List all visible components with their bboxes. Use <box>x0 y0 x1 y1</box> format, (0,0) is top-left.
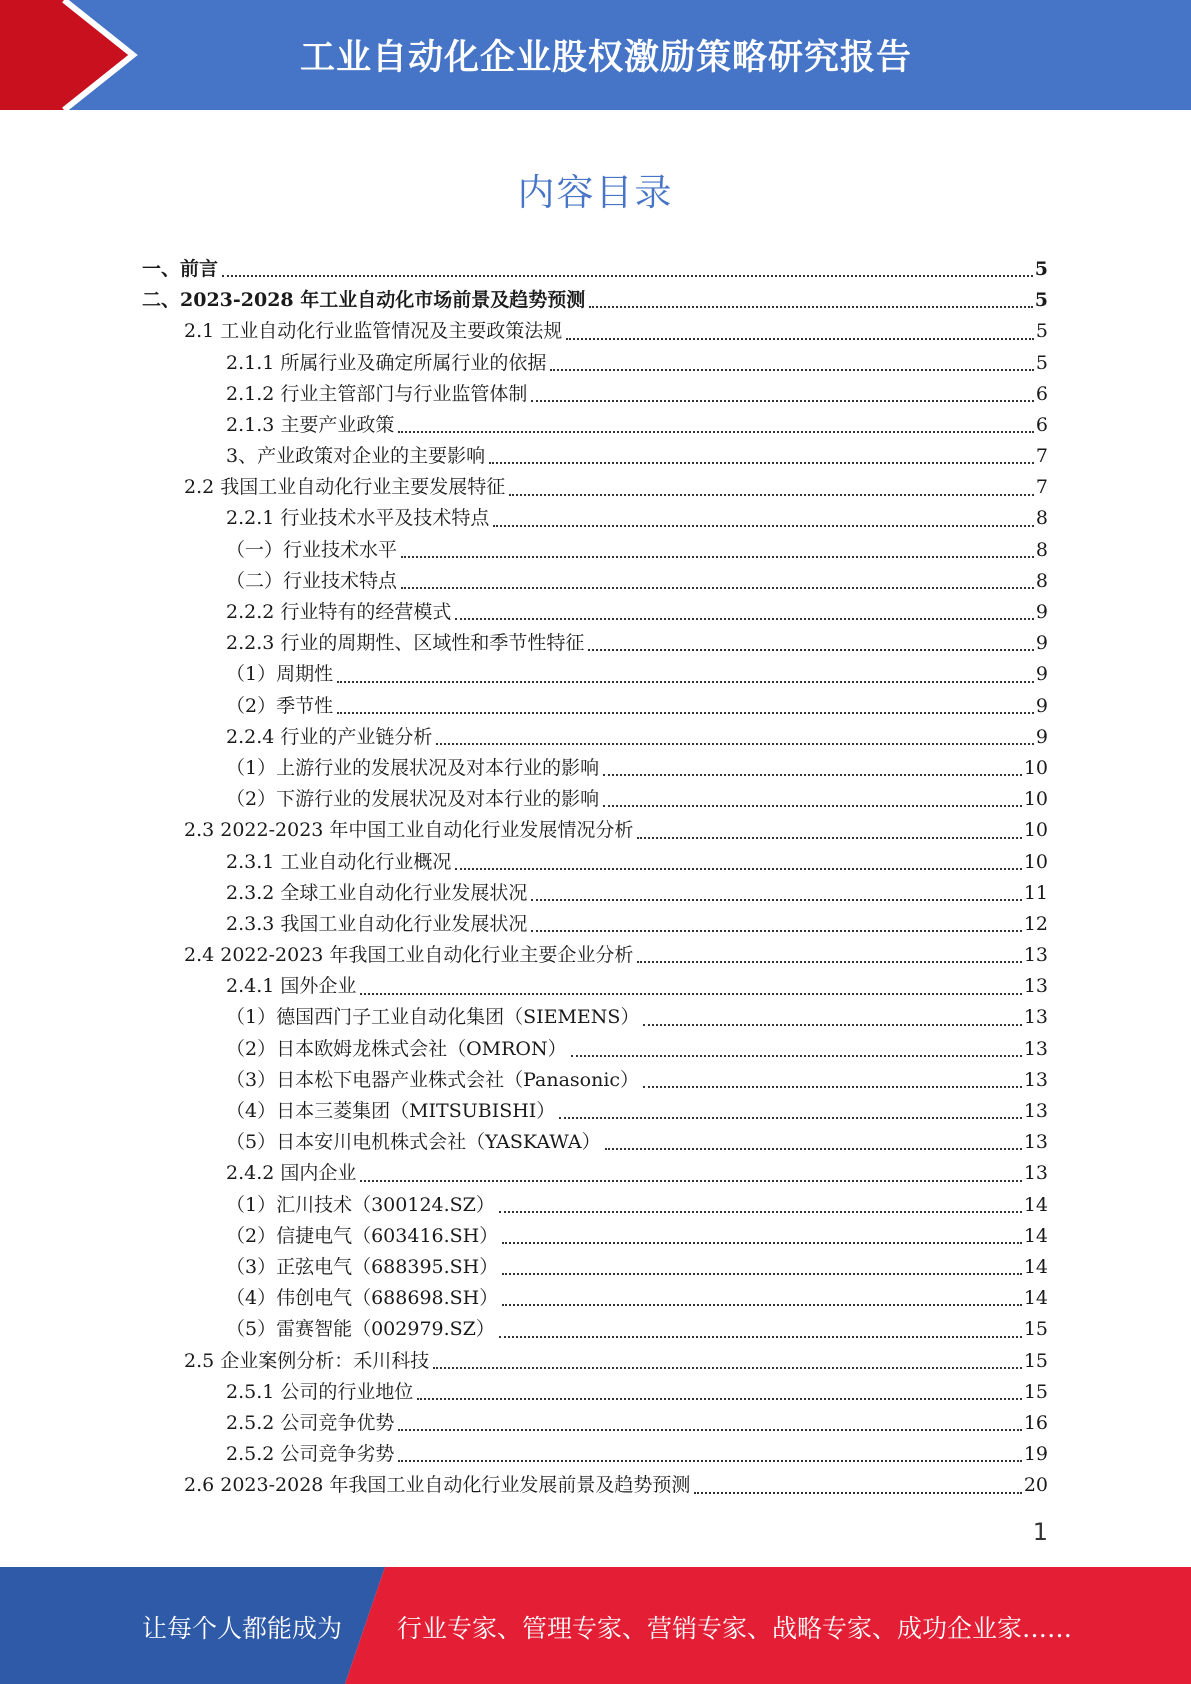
toc-entry-page-number: 9 <box>1035 632 1048 655</box>
toc-entry[interactable] <box>142 1346 1048 1377</box>
toc-entry[interactable] <box>142 1252 1048 1283</box>
toc-dot-leader <box>502 1242 1022 1244</box>
toc-entry-page-number: 5 <box>1034 289 1048 312</box>
toc-entry[interactable] <box>142 348 1048 379</box>
toc-entry-page-number: 13 <box>1023 1006 1048 1029</box>
toc-entry-page-number: 20 <box>1023 1474 1048 1497</box>
toc-dot-leader <box>337 681 1034 683</box>
footer-slogan-left: 让每个人都能成为 <box>142 1614 343 1643</box>
toc-entry-page-number: 9 <box>1035 601 1048 624</box>
toc-entry-title: （1）周期性 <box>226 663 334 686</box>
toc-dot-leader <box>637 961 1021 963</box>
toc-entry[interactable] <box>142 847 1048 878</box>
toc-dot-leader <box>398 431 1034 433</box>
toc-dot-leader <box>502 1273 1022 1275</box>
toc-entry-page-number: 12 <box>1023 912 1048 935</box>
toc-entry-title: 2.4.1 国外企业 <box>226 975 357 998</box>
toc-entry-title: 2.1.1 所属行业及确定所属行业的依据 <box>226 351 547 374</box>
toc-entry[interactable] <box>142 659 1048 690</box>
toc-entry[interactable] <box>142 1377 1048 1408</box>
toc-dot-leader <box>571 1055 1022 1057</box>
toc-entry[interactable] <box>142 1190 1048 1221</box>
toc-entry-title: （4）伟创电气（688698.SH） <box>226 1287 499 1310</box>
toc-entry-title: 2.2.4 行业的产业链分析 <box>226 725 433 748</box>
toc-dot-leader <box>605 1148 1022 1150</box>
toc-entry-title: 2.1.3 主要产业政策 <box>226 413 395 436</box>
toc-entry-page-number: 9 <box>1035 663 1048 686</box>
toc-entry[interactable] <box>142 940 1048 971</box>
toc-dot-leader <box>603 774 1022 776</box>
toc-entry-page-number: 7 <box>1035 445 1048 468</box>
toc-entry-title: 2.1.2 行业主管部门与行业监管体制 <box>226 382 528 405</box>
toc-dot-leader <box>509 494 1034 496</box>
toc-entry[interactable] <box>142 535 1048 566</box>
toc-entry[interactable] <box>142 815 1048 846</box>
toc-entry-title: 2.3.2 全球工业自动化行业发展状况 <box>226 881 528 904</box>
toc-dot-leader <box>499 1211 1022 1213</box>
toc-entry[interactable] <box>142 722 1048 753</box>
toc-entry[interactable] <box>142 1314 1048 1345</box>
toc-entry-page-number: 13 <box>1023 975 1048 998</box>
toc-entry-page-number: 14 <box>1023 1287 1048 1310</box>
toc-entry-page-number: 14 <box>1023 1255 1048 1278</box>
toc-entry-title: 2.2.2 行业特有的经营模式 <box>226 601 452 624</box>
toc-dot-leader <box>222 275 1033 277</box>
toc-entry[interactable] <box>142 909 1048 940</box>
page-header-banner <box>0 0 1191 110</box>
toc-dot-leader <box>436 743 1034 745</box>
toc-entry-page-number: 6 <box>1035 413 1048 436</box>
toc-entry-page-number: 13 <box>1023 1068 1048 1091</box>
toc-dot-leader <box>588 649 1034 651</box>
page-footer-banner <box>0 1567 1191 1684</box>
toc-entry-title: （二）行业技术特点 <box>226 569 398 592</box>
toc-entry-page-number: 8 <box>1035 538 1048 561</box>
toc-dot-leader <box>489 462 1034 464</box>
toc-entry-title: 2.2 我国工业自动化行业主要发展特征 <box>184 476 506 499</box>
toc-entry[interactable] <box>142 784 1048 815</box>
toc-entry[interactable] <box>142 691 1048 722</box>
toc-entry-title: （2）日本欧姆龙株式会社（OMRON） <box>226 1037 567 1060</box>
toc-entry[interactable] <box>142 1096 1048 1127</box>
toc-entry[interactable] <box>142 597 1048 628</box>
toc-dot-leader <box>337 712 1034 714</box>
toc-dot-leader <box>360 993 1021 995</box>
toc-entry-title: （1）上游行业的发展状况及对本行业的影响 <box>226 756 600 779</box>
toc-entry-title: 二、2023-2028 年工业自动化市场前景及趋势预测 <box>142 289 586 312</box>
toc-entry-title: 2.2.3 行业的周期性、区域性和季节性特征 <box>226 632 585 655</box>
toc-dot-leader <box>398 1460 1021 1462</box>
toc-dot-leader <box>637 837 1021 839</box>
toc-entry[interactable] <box>142 1065 1048 1096</box>
toc-entry-page-number: 5 <box>1035 320 1048 343</box>
toc-entry-page-number: 14 <box>1023 1193 1048 1216</box>
toc-dot-leader <box>360 1180 1021 1182</box>
toc-entry-title: 2.5 企业案例分析：禾川科技 <box>184 1349 430 1372</box>
toc-entry[interactable] <box>142 971 1048 1002</box>
toc-entry-title: 2.4.2 国内企业 <box>226 1162 357 1185</box>
toc-dot-leader <box>493 525 1034 527</box>
toc-dot-leader <box>589 306 1033 308</box>
toc-entry-page-number: 14 <box>1023 1224 1048 1247</box>
toc-entry[interactable] <box>142 566 1048 597</box>
toc-entry-page-number: 13 <box>1023 1162 1048 1185</box>
toc-entry-page-number: 16 <box>1023 1411 1048 1434</box>
toc-entry[interactable] <box>142 1283 1048 1314</box>
report-title: 工业自动化企业股权激励策略研究报告 <box>300 38 913 78</box>
toc-entry-page-number: 13 <box>1023 944 1048 967</box>
toc-entry[interactable] <box>142 504 1048 535</box>
toc-dot-leader <box>531 930 1021 932</box>
toc-entry[interactable] <box>142 753 1048 784</box>
toc-entry[interactable] <box>142 1439 1048 1470</box>
toc-entry[interactable] <box>142 628 1048 659</box>
toc-entry[interactable] <box>142 1003 1048 1034</box>
toc-entry[interactable] <box>142 1034 1048 1065</box>
toc-entry-title: （5）日本安川电机株式会社（YASKAWA） <box>226 1131 601 1154</box>
toc-entry-title: 2.3.1 工业自动化行业概况 <box>226 850 452 873</box>
toc-dot-leader <box>603 805 1022 807</box>
toc-entry-title: （2）信捷电气（603416.SH） <box>226 1224 499 1247</box>
toc-entry-title: 2.4 2022-2023 年我国工业自动化行业主要企业分析 <box>184 944 634 967</box>
toc-entry-page-number: 7 <box>1035 476 1048 499</box>
toc-entry-page-number: 9 <box>1035 694 1048 717</box>
toc-dot-leader <box>455 868 1021 870</box>
toc-entry-title: 3、产业政策对企业的主要影响 <box>226 445 486 468</box>
toc-dot-leader <box>433 1367 1022 1369</box>
toc-entry-page-number: 8 <box>1035 507 1048 530</box>
toc-dot-leader <box>401 556 1034 558</box>
toc-dot-leader <box>401 587 1034 589</box>
toc-dot-leader <box>417 1398 1021 1400</box>
toc-entry-title: （3）正弦电气（688395.SH） <box>226 1255 499 1278</box>
toc-entry-title: （2）下游行业的发展状况及对本行业的影响 <box>226 788 600 811</box>
table-of-contents <box>142 254 1048 1502</box>
toc-entry[interactable] <box>142 1158 1048 1189</box>
toc-entry-page-number: 13 <box>1023 1131 1048 1154</box>
toc-entry-title: （4）日本三菱集团（MITSUBISHI） <box>226 1100 556 1123</box>
toc-dot-leader <box>643 1024 1021 1026</box>
toc-entry-page-number: 8 <box>1035 569 1048 592</box>
toc-entry[interactable] <box>142 410 1048 441</box>
toc-dot-leader <box>694 1492 1021 1494</box>
toc-entry-title: 2.6 2023-2028 年我国工业自动化行业发展前景及趋势预测 <box>184 1474 691 1497</box>
toc-entry[interactable] <box>142 1408 1048 1439</box>
toc-entry-title: 一、前言 <box>142 257 219 280</box>
toc-entry-title: （1）汇川技术（300124.SZ） <box>226 1193 495 1216</box>
toc-entry-title: 2.5.1 公司的行业地位 <box>226 1380 414 1403</box>
toc-entry[interactable] <box>142 1221 1048 1252</box>
toc-entry-page-number: 13 <box>1023 1100 1048 1123</box>
toc-entry-title: 2.5.2 公司竞争劣势 <box>226 1443 395 1466</box>
toc-entry-page-number: 10 <box>1023 819 1048 842</box>
toc-entry[interactable] <box>142 316 1048 347</box>
toc-entry-page-number: 13 <box>1023 1037 1048 1060</box>
toc-dot-leader <box>566 338 1034 340</box>
toc-entry-title: （2）季节性 <box>226 694 334 717</box>
toc-heading: 内容目录 <box>517 171 674 214</box>
toc-entry-title: （3）日本松下电器产业株式会社（Panasonic） <box>226 1068 640 1091</box>
toc-entry-title: 2.2.1 行业技术水平及技术特点 <box>226 507 490 530</box>
toc-dot-leader <box>531 400 1034 402</box>
toc-dot-leader <box>499 1336 1022 1338</box>
toc-entry-title: （5）雷赛智能（002979.SZ） <box>226 1318 495 1341</box>
toc-dot-leader <box>643 1086 1022 1088</box>
toc-entry[interactable] <box>142 1470 1048 1501</box>
toc-entry-title: （一）行业技术水平 <box>226 538 398 561</box>
toc-entry-title: 2.5.2 公司竞争优势 <box>226 1411 395 1434</box>
toc-entry[interactable] <box>142 285 1048 316</box>
toc-entry-page-number: 15 <box>1023 1349 1048 1372</box>
page-number: 1 <box>1032 1518 1048 1546</box>
toc-entry-page-number: 11 <box>1023 881 1048 904</box>
toc-entry-page-number: 6 <box>1035 382 1048 405</box>
toc-dot-leader <box>502 1304 1022 1306</box>
toc-dot-leader <box>550 369 1034 371</box>
toc-entry[interactable] <box>142 472 1048 503</box>
toc-dot-leader <box>398 1429 1021 1431</box>
toc-entry[interactable] <box>142 441 1048 472</box>
toc-entry-title: 2.3 2022-2023 年中国工业自动化行业发展情况分析 <box>184 819 634 842</box>
toc-entry-title: 2.1 工业自动化行业监管情况及主要政策法规 <box>184 320 563 343</box>
toc-entry[interactable] <box>142 254 1048 285</box>
toc-entry-page-number: 10 <box>1023 756 1048 779</box>
toc-entry-title: 2.3.3 我国工业自动化行业发展状况 <box>226 912 528 935</box>
toc-dot-leader <box>455 618 1034 620</box>
toc-entry-page-number: 15 <box>1023 1318 1048 1341</box>
toc-dot-leader <box>559 1117 1022 1119</box>
toc-entry[interactable] <box>142 379 1048 410</box>
toc-entry-page-number: 5 <box>1035 351 1048 374</box>
toc-entry-title: （1）德国西门子工业自动化集团（SIEMENS） <box>226 1006 640 1029</box>
toc-entry-page-number: 10 <box>1023 850 1048 873</box>
toc-entry-page-number: 5 <box>1034 257 1048 280</box>
toc-entry[interactable] <box>142 1127 1048 1158</box>
toc-entry-page-number: 19 <box>1023 1443 1048 1466</box>
toc-entry-page-number: 9 <box>1035 725 1048 748</box>
toc-entry-page-number: 15 <box>1023 1380 1048 1403</box>
footer-slogan-right: 行业专家、管理专家、营销专家、战略专家、成功企业家…… <box>397 1614 1073 1643</box>
toc-entry[interactable] <box>142 878 1048 909</box>
toc-entry-page-number: 10 <box>1023 788 1048 811</box>
toc-dot-leader <box>531 899 1021 901</box>
